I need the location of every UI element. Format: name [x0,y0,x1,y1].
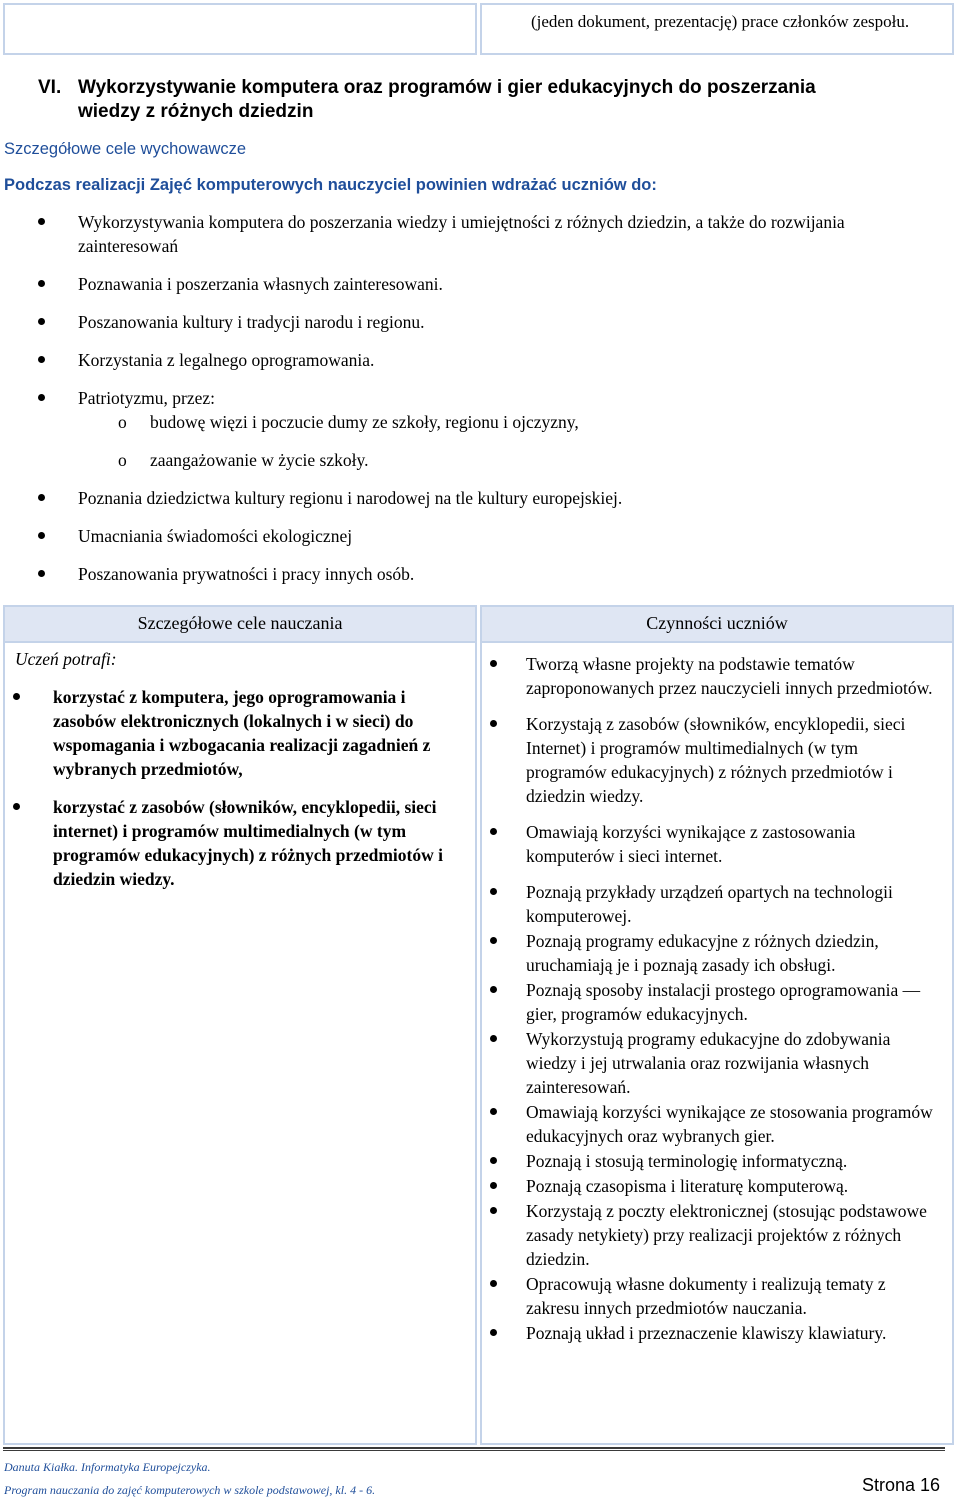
bullet-icon [490,1280,497,1287]
activities-list [490,652,940,1346]
footer-divider-thin [3,1450,945,1451]
goals-list [38,210,918,600]
list-item: Umacniania świadomości ekologicznej [38,524,918,548]
bullet-icon [490,1108,497,1115]
page-number: Strona 16 [861,1475,940,1495]
list-item: Poszanowania prywatności i pracy innych osób. [38,562,918,586]
bullet-icon [38,532,45,539]
bullet-icon [490,986,497,993]
list-item: Poznają przykłady urządzeń opartych na technologii komputerowej. [490,880,940,928]
bullet-icon [13,693,20,700]
list-item: Poznają czasopisma i literaturę komputerową. [490,1174,940,1198]
bullet-icon [490,660,497,667]
list-item: Omawiają korzyści wynikające z zastosowania komputerów i sieci internet. [490,820,940,868]
list-item: Korzystają z zasobów (słowników, encyklopedii, sieci Internet) i programów multimedialnych (w tym programów edukacyjnych) z różnych przedmiotów i dziedzin wiedzy. [490,712,940,808]
bullet-icon [38,280,45,287]
list-item: Wykorzystywania komputera do poszerzania wiedzy i umiejętności z różnych dziedzin, a także do rozwijania zainteresowań [38,210,918,258]
list-item: Opracowują własne dokumenty i realizują tematy z zakresu innych przedmiotów nauczania. [490,1272,940,1320]
bullet-icon [490,888,497,895]
circle-bullet-icon: o [118,412,127,432]
bullet-icon [490,720,497,727]
list-item: Tworzą własne projekty na podstawie tematów zaproponowanych przez nauczycieli innych przedmiotów. [490,652,940,700]
top-table-cell-left [3,3,477,55]
objectives-table [3,605,954,1445]
bullet-icon [38,494,45,501]
list-item: korzystać z komputera, jego oprogramowania i zasobów elektronicznych (lokalnych i w sieci) do wspomagania i wzbogacania realizacji zagadnień z wybranych przedmiotów, [13,685,469,781]
bullet-icon [38,570,45,577]
bullet-icon [490,1035,497,1042]
subheading: Szczegółowe cele wychowawcze [4,140,247,158]
list-item: Omawiają korzyści wynikające ze stosowania programów edukacyjnych oraz wybranych gier. [490,1100,940,1148]
table-header-objectives: Szczegółowe cele nauczania [3,605,477,643]
list-item: Poszanowania kultury i tradycji narodu i regionu. [38,310,918,334]
list-item: korzystać z zasobów (słowników, encyklopedii, sieci internet) i programów multimedialnych (w tym programów edukacyjnych) z różnych przedmiotów i dziedzin wiedzy. [13,795,469,891]
bullet-icon [490,828,497,835]
list-item: Poznawania i poszerzania własnych zainteresowani. [38,272,918,296]
list-item: Wykorzystują programy edukacyjne do zdobywania wiedzy i jej utrwalania oraz rozwijania własnych zainteresowań. [490,1027,940,1099]
skills-list [13,685,469,905]
bullet-icon [490,1157,497,1164]
bullet-icon [38,356,45,363]
list-item: Korzystania z legalnego oprogramowania. [38,348,918,372]
bullet-icon [490,1182,497,1189]
bullet-icon [13,803,20,810]
top-table-row [3,3,954,55]
list-item: Poznania dziedzictwa kultury regionu i narodowej na tle kultury europejskiej. [38,486,918,510]
bullet-icon [38,394,45,401]
bullet-icon [490,937,497,944]
top-table-cell-right [480,3,954,55]
student-can-label: Uczeń potrafi: [15,649,117,669]
bullet-icon [38,318,45,325]
list-item: Poznają układ i przeznaczenie klawiszy klawiatury. [490,1321,940,1345]
list-item: Patriotyzmu, przez: o budowę więzi i poczucie dumy ze szkoły, regionu i ojczyzny, o zaangażowanie w życie szkoły. [38,386,918,472]
top-cell-text: (jeden dokument, prezentację) prace członków zespołu. [531,12,910,31]
list-item: Poznają programy edukacyjne z różnych dziedzin, uruchamiają je i poznają zasady ich obsługi. [490,929,940,977]
section-number: VI. [38,77,62,98]
bullet-icon [490,1329,497,1336]
bullet-icon [38,218,45,225]
list-item: Poznają i stosują terminologię informatyczną. [490,1149,940,1173]
footer-author: Danuta Kiałka. Informatyka Europejczyka. [4,1460,211,1474]
section-heading [38,76,938,124]
section-title-line2: wiedzy z różnych dziedzin [78,101,314,122]
bullet-icon [490,1207,497,1214]
patriotism-sublist [78,410,918,472]
footer-program: Program nauczania do zajęć komputerowych w szkole podstawowej, kl. 4 - 6. [4,1483,376,1497]
list-item: Poznają sposoby instalacji prostego oprogramowania — gier, programów edukacyjnych. [490,978,940,1026]
circle-bullet-icon: o [118,450,127,470]
sub-list-item: o budowę więzi i poczucie dumy ze szkoły, regionu i ojczyzny, [118,412,579,432]
table-header-activities: Czynności uczniów [480,605,954,643]
list-item: Korzystają z poczty elektronicznej (stosując podstawowe zasady netykiety) przy realizacji projektów z różnych dziedzin. [490,1199,940,1271]
section-title-line1: Wykorzystywanie komputera oraz programów i gier edukacyjnych do poszerzania [78,77,816,98]
intro-text: Podczas realizacji Zajęć komputerowych nauczyciel powinien wdrażać uczniów do: [4,176,657,194]
footer-divider [3,1447,945,1449]
sub-list-item: o zaangażowanie w życie szkoły. [118,450,369,470]
